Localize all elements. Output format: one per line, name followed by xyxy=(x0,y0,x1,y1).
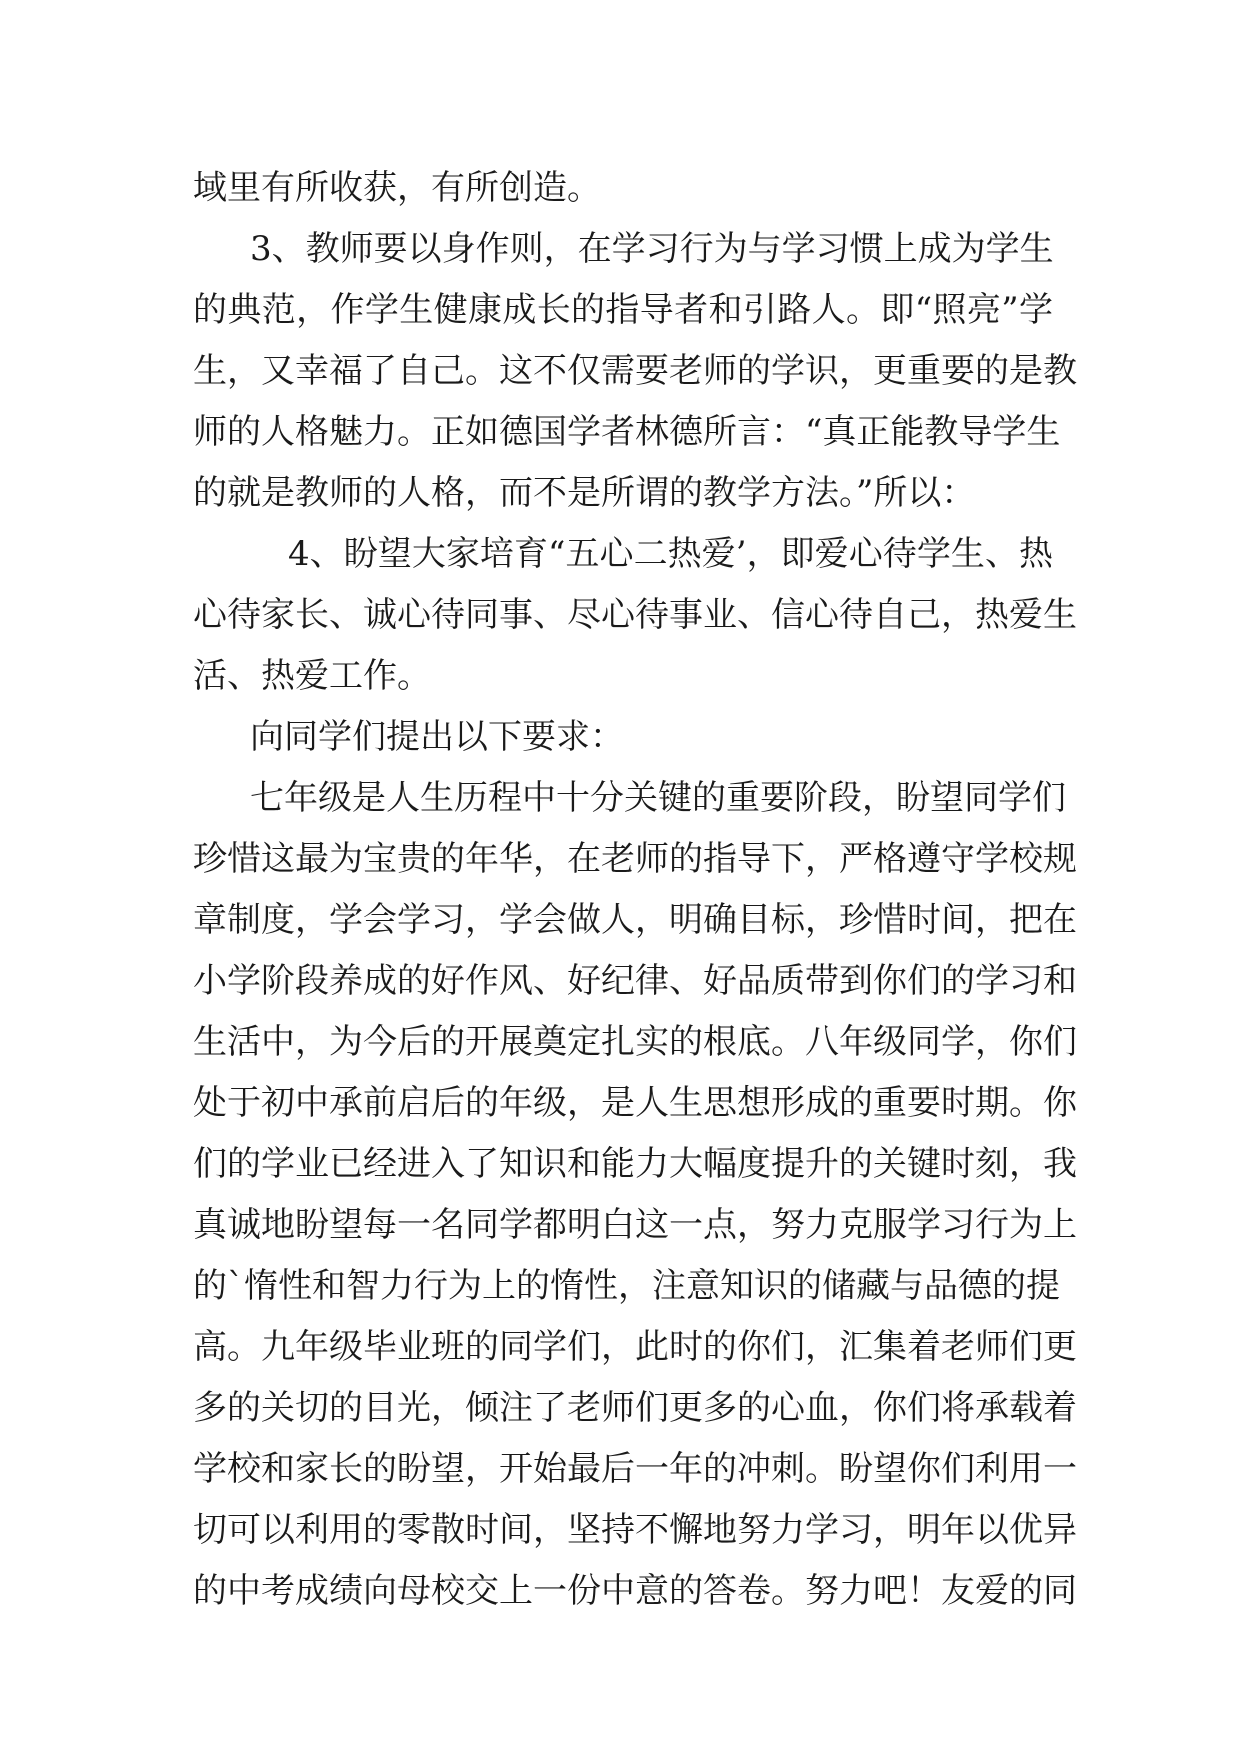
text-line: 心待家长、诚心待同事、尽心待事业、信心待自己，热爱生 xyxy=(193,595,1077,635)
text-line: 章制度，学会学习，学会做人，明确目标，珍惜时间，把在 xyxy=(193,900,1077,940)
text-line: 七年级是人生历程中十分关键的重要阶段，盼望同学们 xyxy=(250,778,1066,818)
text-line: 学校和家长的盼望，开始最后一年的冲刺。盼望你们利用一 xyxy=(193,1449,1077,1489)
text-line: 珍惜这最为宝贵的年华，在老师的指导下，严格遵守学校规 xyxy=(193,839,1077,879)
text-line: 师的人格魅力。正如德国学者林德所言：“真正能教导学生 xyxy=(193,412,1061,452)
text-line: 的就是教师的人格，而不是所谓的教学方法。”所以： xyxy=(193,473,976,513)
text-line: 的中考成绩向母校交上一份中意的答卷。努力吧！友爱的同 xyxy=(193,1571,1077,1611)
text-line: 小学阶段养成的好作风、好纪律、好品质带到你们的学习和 xyxy=(193,961,1077,1001)
text-line: 们的学业已经进入了知识和能力大幅度提升的关键时刻，我 xyxy=(193,1144,1077,1184)
text-line: 4、盼望大家培育“五心二热爱’，即爱心待学生、热 xyxy=(288,534,1053,574)
text-line: 生活中，为今后的开展奠定扎实的根底。八年级同学，你们 xyxy=(193,1022,1077,1062)
text-line: 域里有所收获，有所创造。 xyxy=(193,168,601,208)
text-line: 活、热爱工作。 xyxy=(193,656,431,696)
text-line: 的典范，作学生健康成长的指导者和引路人。即“照亮”学 xyxy=(193,290,1053,330)
text-line: 切可以利用的零散时间，坚持不懈地努力学习，明年以优异 xyxy=(193,1510,1077,1550)
text-line: 多的关切的目光，倾注了老师们更多的心血，你们将承载着 xyxy=(193,1388,1077,1428)
text-line: 真诚地盼望每一名同学都明白这一点，努力克服学习行为上 xyxy=(193,1205,1077,1245)
text-line: 3、教师要以身作则，在学习行为与学习惯上成为学生 xyxy=(250,229,1054,269)
text-line: 的`惰性和智力行为上的惰性，注意知识的储藏与品德的提 xyxy=(193,1266,1060,1306)
text-line: 生，又幸福了自己。这不仅需要老师的学识，更重要的是教 xyxy=(193,351,1077,391)
text-line: 向同学们提出以下要求： xyxy=(250,717,624,757)
text-line: 高。九年级毕业班的同学们，此时的你们，汇集着老师们更 xyxy=(193,1327,1077,1367)
text-line: 处于初中承前启后的年级，是人生思想形成的重要时期。你 xyxy=(193,1083,1077,1123)
